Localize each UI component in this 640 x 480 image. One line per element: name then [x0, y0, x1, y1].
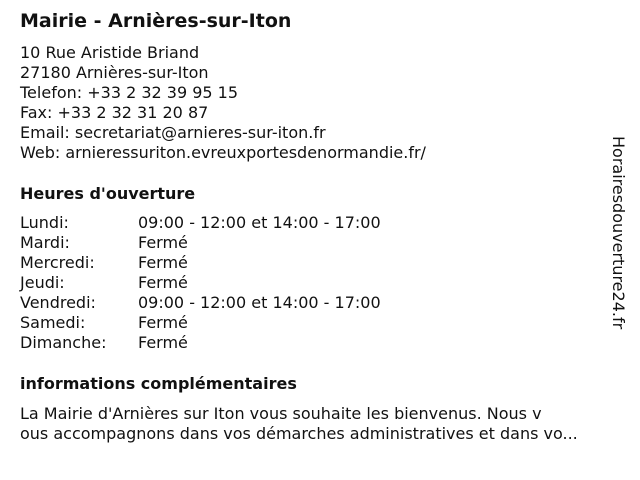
info-text — [20, 404, 630, 444]
page-title: Mairie - Arnières-sur-Iton — [20, 10, 292, 32]
day-hours: Fermé — [138, 273, 188, 292]
hours-row-saturday — [20, 313, 381, 333]
day-label: Mardi: — [20, 233, 70, 252]
day-hours: Fermé — [138, 233, 188, 252]
street-address: 10 Rue Aristide Briand — [20, 43, 200, 62]
day-label: Jeudi: — [20, 273, 65, 292]
phone-number: Telefon: +33 2 32 39 95 15 — [20, 83, 239, 102]
day-label: Dimanche: — [20, 333, 107, 352]
info-heading: informations complémentaires — [20, 374, 297, 393]
email-address: Email: secretariat@arnieres-sur-iton.fr — [20, 123, 326, 142]
day-label: Lundi: — [20, 213, 69, 232]
watermark-text: Horairesdouverture24.fr — [609, 136, 628, 330]
hours-row-friday — [20, 293, 381, 313]
hours-row-monday — [20, 213, 381, 233]
day-hours: 09:00 - 12:00 et 14:00 - 17:00 — [138, 293, 381, 312]
day-hours: Fermé — [138, 313, 188, 332]
hours-row-tuesday — [20, 233, 381, 253]
day-hours: Fermé — [138, 333, 188, 352]
day-hours: Fermé — [138, 253, 188, 272]
website-address: Web: arnieressuriton.evreuxportesdenormandie.fr/ — [20, 143, 426, 162]
day-hours: 09:00 - 12:00 et 14:00 - 17:00 — [138, 213, 381, 232]
address-block — [20, 43, 426, 163]
hours-row-thursday — [20, 273, 381, 293]
day-label: Mercredi: — [20, 253, 95, 272]
hours-table — [20, 213, 381, 353]
hours-heading: Heures d'ouverture — [20, 184, 196, 203]
hours-row-sunday — [20, 333, 381, 353]
day-label: Samedi: — [20, 313, 86, 332]
info-line: La Mairie d'Arnières sur Iton vous souhaite les bienvenus. Nous v — [20, 404, 542, 423]
site-watermark — [608, 136, 632, 344]
day-label: Vendredi: — [20, 293, 96, 312]
fax-number: Fax: +33 2 32 31 20 87 — [20, 103, 209, 122]
hours-row-wednesday — [20, 253, 381, 273]
postal-city: 27180 Arnières-sur-Iton — [20, 63, 209, 82]
info-line: ous accompagnons dans vos démarches administratives et dans vo... — [20, 424, 578, 443]
